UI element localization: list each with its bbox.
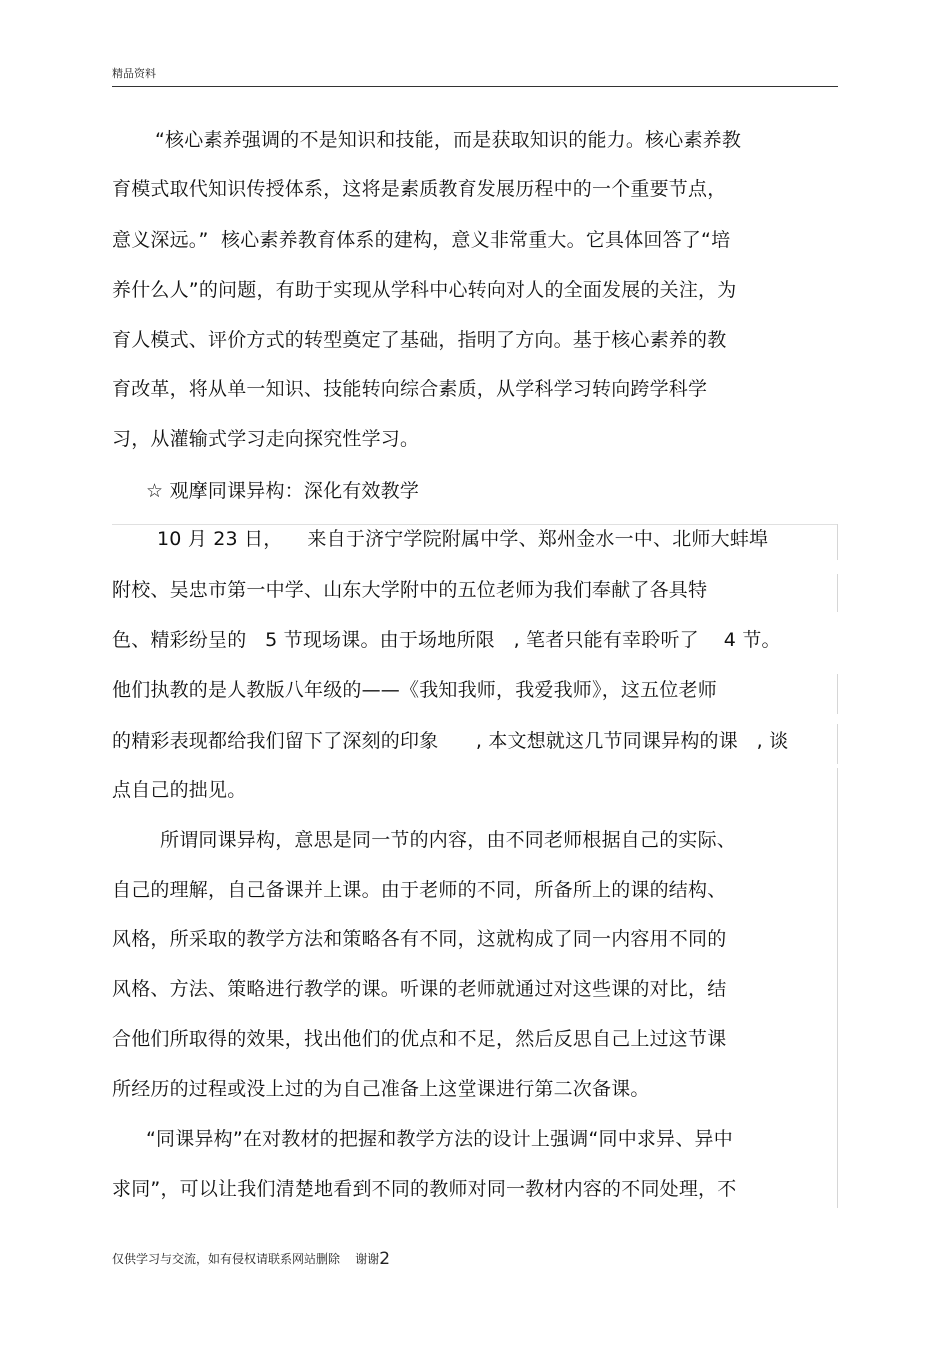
page-header: 精品资料 <box>112 67 156 80</box>
paragraph-line: 的精彩表现都给我们留下了深刻的印象 , 本文想就这几节同课异构的课 , 谈 <box>112 730 789 752</box>
paragraph-line: 习，从灌输式学习走向探究性学习。 <box>112 428 420 450</box>
table-border <box>837 524 838 560</box>
paragraph-line: 所谓同课异构，意思是同一节的内容，由不同老师根据自己的实际、 <box>160 829 737 851</box>
paragraph-line: 合他们所取得的效果，找出他们的优点和不足，然后反思自己上过这节课 <box>112 1028 727 1050</box>
paragraph-line: 10 月 23 日， 来自于济宁学院附属中学、郑州金水一中、北师大蚌埠 <box>157 528 769 550</box>
paragraph-line: 意义深远。” 核心素养教育体系的建构，意义非常重大。它具体回答了“培 <box>112 229 731 251</box>
paragraph-line: 风格，所采取的教学方法和策略各有不同，这就构成了同一内容用不同的 <box>112 928 727 950</box>
paragraph-line: 养什么人”的问题，有助于实现从学科中心转向对人的全面发展的关注，为 <box>112 279 737 301</box>
footer-note: 仅供学习与交流，如有侵权请联系网站删除 谢谢 <box>112 1252 380 1266</box>
table-border <box>837 574 838 612</box>
header-divider <box>112 86 838 87</box>
page-footer <box>112 1251 390 1267</box>
paragraph-line: “核心素养强调的不是知识和技能，而是获取知识的能力。核心素养教 <box>155 129 742 151</box>
paragraph-line: 点自己的拙见。 <box>112 779 247 801</box>
page-number: 2 <box>379 1249 391 1269</box>
paragraph-line: 所经历的过程或没上过的为自己准备上这堂课进行第二次备课。 <box>112 1078 650 1100</box>
paragraph-line: 育改革，将从单一知识、技能转向综合素质，从学科学习转向跨学科学 <box>112 378 708 400</box>
table-border <box>837 768 838 1208</box>
paragraph-line: 风格、方法、策略进行教学的课。听课的老师就通过对这些课的对比，结 <box>112 978 727 1000</box>
paragraph-line: “同课异构”在对教材的把握和教学方法的设计上强调“同中求异、异中 <box>146 1128 733 1150</box>
paragraph-line: 附校、吴忠市第一中学、山东大学附中的五位老师为我们奉献了各具特 <box>112 579 708 601</box>
table-border <box>112 524 838 525</box>
paragraph-line: 求同”，可以让我们清楚地看到不同的教师对同一教材内容的不同处理，不 <box>112 1178 737 1200</box>
table-border <box>837 674 838 714</box>
paragraph-line: 育模式取代知识传授体系，这将是素质教育发展历程中的一个重要节点， <box>112 178 727 200</box>
paragraph-line: 育人模式、评价方式的转型奠定了基础，指明了方向。基于核心素养的教 <box>112 329 727 351</box>
paragraph-line: 他们执教的是人教版八年级的——《我知我师，我爱我师》，这五位老师 <box>112 679 717 701</box>
section-heading: ☆ 观摩同课异构：深化有效教学 <box>146 480 420 502</box>
table-border <box>837 724 838 764</box>
paragraph-line: 自己的理解，自己备课并上课。由于老师的不同，所备所上的课的结构、 <box>112 879 727 901</box>
paragraph-line: 色、精彩纷呈的 5 节现场课。由于场地所限 , 笔者只能有幸聆听了 4 节。 <box>112 629 781 651</box>
